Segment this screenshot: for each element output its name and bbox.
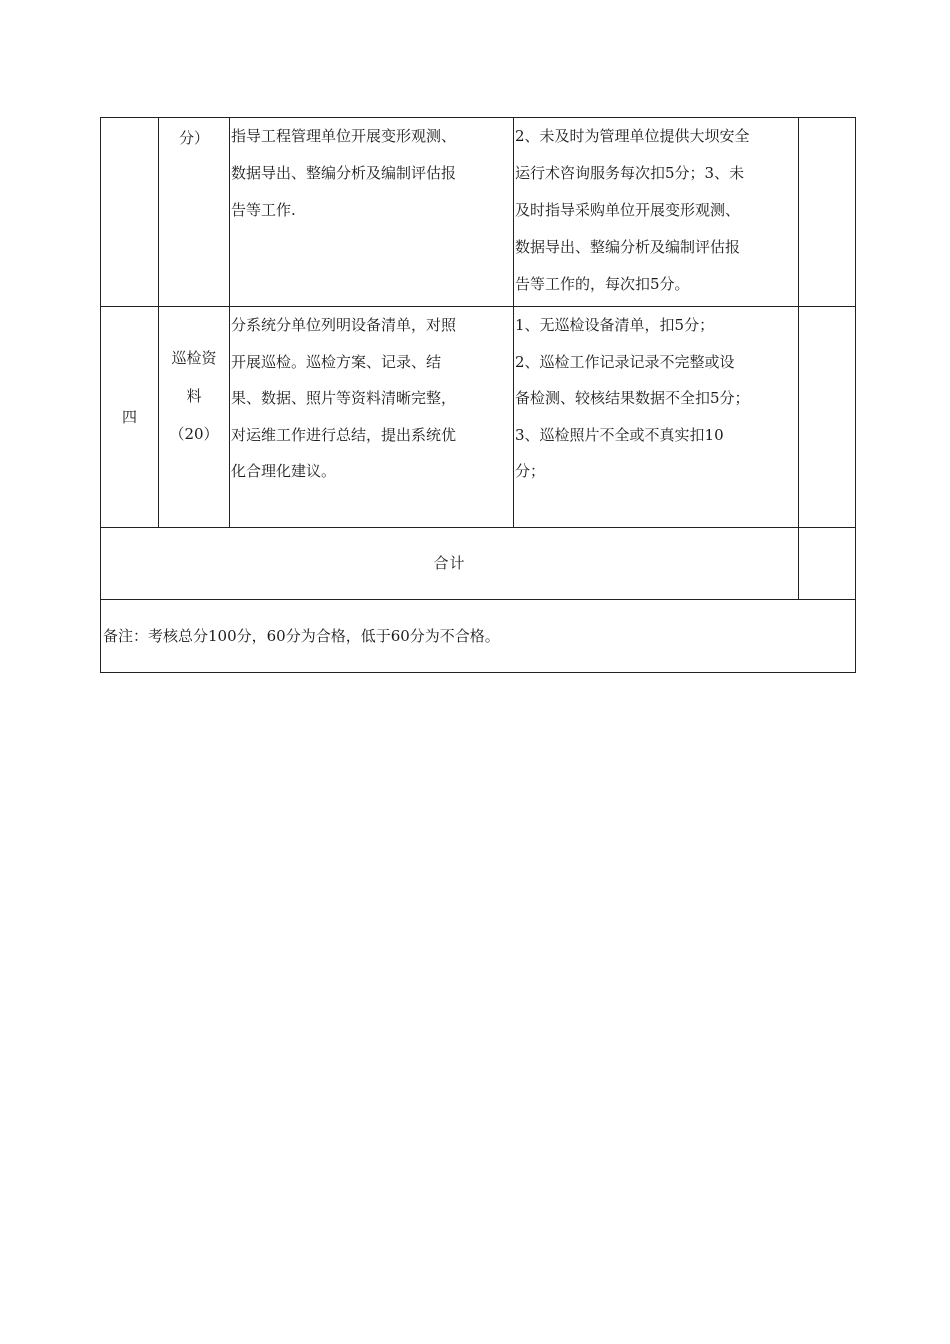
requirement-cell: [230, 307, 514, 528]
item-cell: [159, 118, 230, 307]
requirement-line: 指导工程管理单位开展变形观测、: [231, 127, 457, 145]
standard-line: 备检测、较核结果数据不全扣5分；: [515, 389, 750, 407]
requirement-cell: [230, 118, 514, 307]
requirement-line: 数据导出、整编分析及编制评估报: [231, 164, 457, 182]
table-row: [101, 307, 856, 528]
item-line: 料: [186, 387, 202, 405]
standard-line: 1、无巡检设备清单，扣5分；: [515, 316, 715, 334]
score-cell[interactable]: [799, 307, 856, 528]
standard-line: 分；: [515, 462, 546, 480]
assessment-table: [100, 117, 856, 673]
note-row: [101, 600, 856, 673]
standard-line: 运行术咨询服务每次扣5分；3、未: [515, 164, 745, 182]
score-cell[interactable]: [799, 118, 856, 307]
requirement-line: 化合理化建议。: [231, 462, 337, 480]
standard-line: 数据导出、整编分析及编制评估报: [515, 238, 741, 256]
note-text: 备注：考核总分100分，60分为合格，低于60分为不合格。: [101, 600, 856, 673]
requirement-line: 果、数据、照片等资料清晰完整，: [231, 389, 457, 407]
standard-line: 及时指导采购单位开展变形观测、: [515, 201, 741, 219]
standard-cell: [514, 118, 799, 307]
item-cell: [159, 307, 230, 528]
standard-line: 2、未及时为管理单位提供大坝安全: [515, 127, 750, 145]
item-line: 分）: [178, 129, 209, 147]
total-row: [101, 528, 856, 600]
requirement-line: 告等工作.: [231, 201, 296, 219]
requirement-line: 对运维工作进行总结，提出系统优: [231, 425, 457, 444]
total-score-cell[interactable]: [799, 528, 856, 600]
row-number-cell: 四: [101, 307, 159, 528]
item-line: 巡检资: [171, 349, 217, 367]
requirement-line: 开展巡检。巡检方案、记录、结: [231, 352, 442, 371]
table-row: [101, 118, 856, 307]
total-label: 合计: [101, 528, 799, 600]
requirement-line: 分系统分单位列明设备清单，对照: [231, 316, 457, 334]
assessment-table-page: [100, 117, 850, 673]
standard-line: 告等工作的，每次扣5分。: [515, 275, 690, 293]
standard-line: 2、巡检工作记录记录不完整或设: [515, 352, 735, 371]
item-line: （20）: [169, 425, 219, 443]
row-number-cell: [101, 118, 159, 307]
standard-line: 3、巡检照片不全或不真实扣10: [515, 425, 724, 444]
standard-cell: [514, 307, 799, 528]
